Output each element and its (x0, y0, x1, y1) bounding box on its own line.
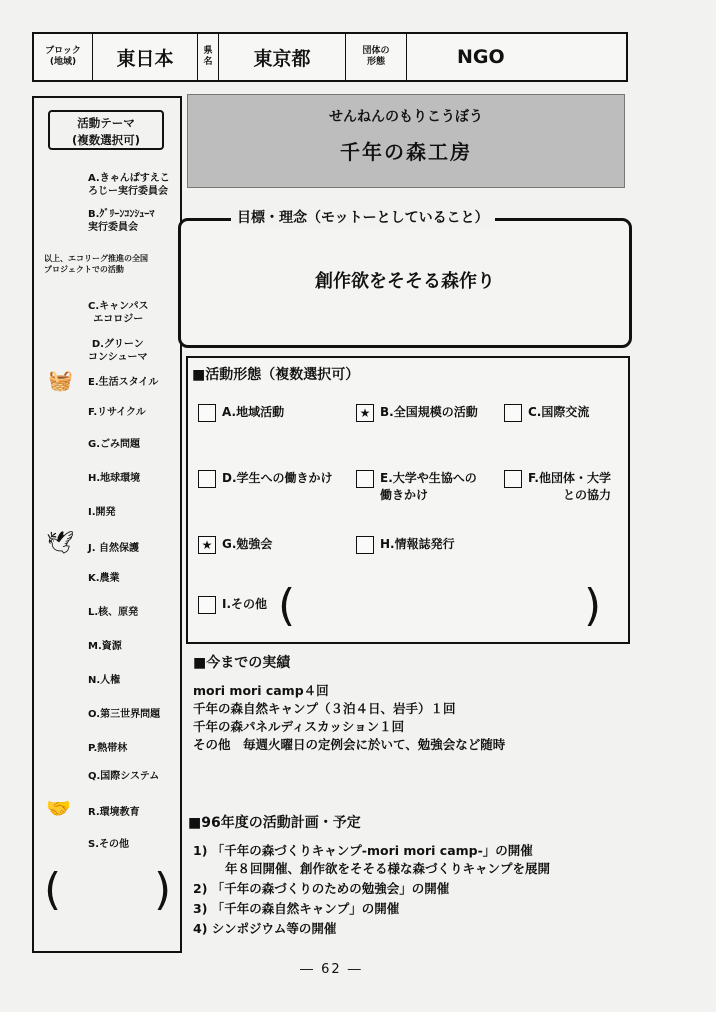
plan-line-4: 3) 「千年の森自然キャンプ」の開催 (193, 901, 400, 916)
plan-title: ■96年度の活動計画・予定 (188, 815, 361, 831)
theme-item-o: O.第三世界問題 (88, 709, 161, 720)
activity-box (186, 356, 630, 644)
org-name: 千年の森工房 (340, 140, 472, 164)
org-type-label: 団体の 形態 (346, 34, 407, 80)
theme-item-p: P.熱帯林 (88, 743, 128, 754)
theme-item-e: E.生活スタイル (88, 377, 159, 388)
results-title: ■今までの実績 (193, 655, 291, 671)
checkbox[interactable] (356, 470, 374, 488)
theme-item-d: D.グリーン コンシューマ (88, 339, 148, 363)
bird-icon: 🕊 (46, 531, 74, 556)
motto-box (178, 210, 632, 348)
theme-item-g: G.ごみ問題 (88, 439, 141, 450)
checkbox[interactable] (356, 536, 374, 554)
plan-line-2: 年８回開催、創作欲をそそる様な森づくりキャンプを展開 (225, 861, 551, 876)
checkbox[interactable] (198, 596, 216, 614)
plan-line-3: 2) 「千年の森づくりのための勉強会」の開催 (193, 881, 450, 896)
sidebar-close-paren: ) (154, 864, 172, 915)
motto-label: 目標・理念（モットーとしていること） (231, 207, 495, 227)
pref-label: 県 名 (198, 34, 219, 80)
activity-option-i[interactable]: I.その他 (198, 596, 267, 614)
activity-option-e[interactable]: E.大学や生協への 働きかけ (356, 470, 477, 504)
theme-item-a: A.きゃんぱすえこ ろじー実行委員会 (88, 173, 170, 197)
checkbox[interactable] (504, 404, 522, 422)
results-line-4: その他 毎週火曜日の定例会に於いて、勉強会など随時 (193, 737, 506, 752)
theme-item-f: F.リサイクル (88, 407, 146, 418)
theme-item-c: C.キャンパス エコロジー (88, 301, 149, 325)
pref-value: 東京都 (219, 34, 346, 80)
other-open-paren: ( (278, 580, 296, 631)
activity-option-f[interactable]: F.他団体・大学 との協力 (504, 470, 611, 504)
theme-item-r: R.環境教育 (88, 807, 140, 818)
plan-line-1: 1) 「千年の森づくりキャンプ-mori mori camp-」の開催 (193, 843, 533, 858)
theme-item-i: I.開発 (88, 507, 116, 518)
theme-item-k: K.農業 (88, 573, 120, 584)
theme-item-b: B.ｸﾞﾘｰﾝｺﾝｼｭｰﾏ 実行委員会 (88, 209, 155, 233)
page-number: ― 62 ― (300, 962, 363, 977)
motto-text: 創作欲をそそる森作り (315, 271, 495, 292)
theme-heading: 活動テーマ (複数選択可) (48, 110, 164, 150)
sidebar-open-paren: ( (44, 864, 62, 915)
activity-option-h[interactable]: H.情報誌発行 (356, 536, 455, 554)
plan-line-5: 4) シンポジウム等の開催 (193, 921, 337, 936)
block-label: ブロック (地域) (34, 34, 93, 80)
theme-item-l: L.核、原発 (88, 607, 139, 618)
org-kana: せんねんのもりこうぼう (329, 109, 483, 125)
org-title-box (187, 94, 625, 188)
checkbox[interactable] (504, 470, 522, 488)
block-value: 東日本 (93, 34, 198, 80)
bucket-icon: 🧺 (48, 368, 73, 392)
theme-item-j: J. 自然保護 (88, 543, 140, 554)
results-line-2: 千年の森自然キャンプ（３泊４日、岩手）１回 (193, 701, 456, 716)
org-type-value: NGO (457, 46, 505, 68)
other-close-paren: ) (584, 580, 602, 631)
checkbox[interactable]: ★ (356, 404, 374, 422)
activity-option-g[interactable]: ★ G.勉強会 (198, 536, 272, 554)
results-line-1: mori mori camp４回 (193, 683, 329, 698)
theme-item-s: S.その他 (88, 839, 130, 850)
activity-title: ■活動形態（複数選択可） (192, 367, 360, 383)
activity-option-c[interactable]: C.国際交流 (504, 404, 589, 422)
hands-icon: 🤝 (46, 796, 71, 820)
checkbox[interactable] (198, 404, 216, 422)
theme-note: 以上、エコリーグ推進の全国 プロジェクトでの活動 (44, 254, 148, 274)
activity-option-d[interactable]: D.学生への働きかけ (198, 470, 333, 488)
results-line-3: 千年の森パネルディスカッション１回 (193, 719, 405, 734)
header-bar (32, 32, 628, 82)
activity-option-a[interactable]: A.地域活動 (198, 404, 284, 422)
theme-item-m: M.資源 (88, 641, 122, 652)
theme-item-n: N.人権 (88, 675, 121, 686)
checkbox[interactable]: ★ (198, 536, 216, 554)
theme-item-h: H.地球環境 (88, 473, 141, 484)
checkbox[interactable] (198, 470, 216, 488)
theme-sidebar (32, 96, 182, 953)
theme-item-q: Q.国際システム (88, 771, 160, 782)
activity-option-b[interactable]: ★ B.全国規模の活動 (356, 404, 478, 422)
